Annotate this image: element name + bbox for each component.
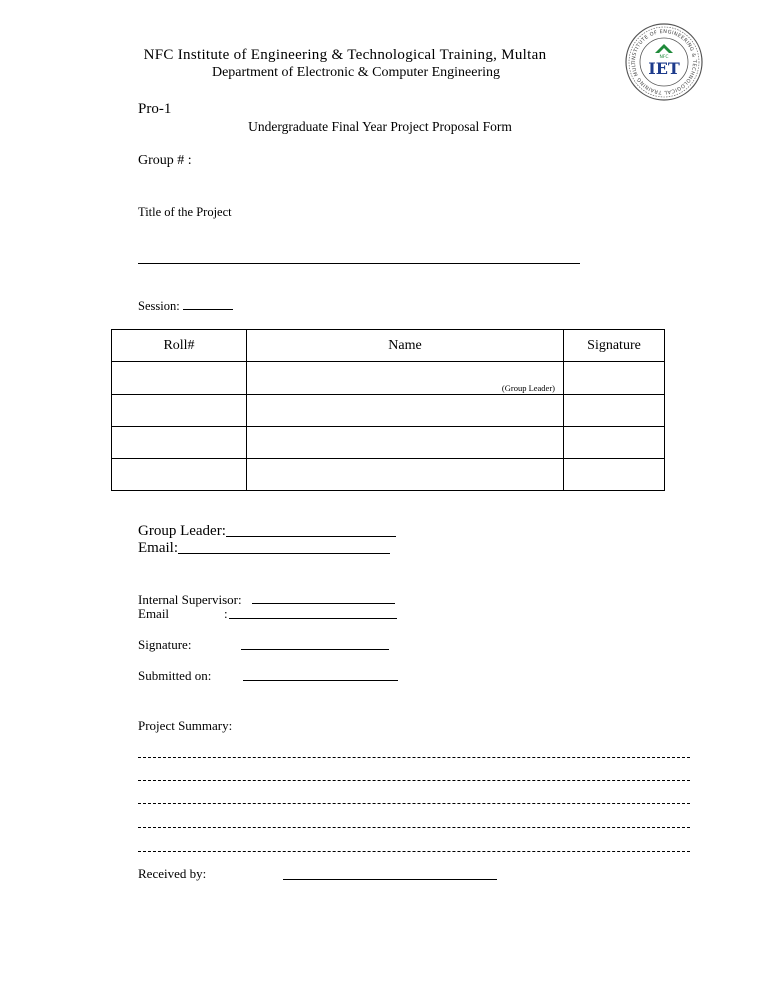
roll-cell[interactable] xyxy=(112,459,247,491)
summary-line[interactable] xyxy=(138,780,690,781)
supervisor-email-label: Email xyxy=(138,606,170,621)
department-name: Department of Electronic & Computer Engineering xyxy=(211,65,501,80)
signature-cell[interactable] xyxy=(564,362,665,395)
signature-label: Signature: xyxy=(138,637,192,652)
summary-line[interactable] xyxy=(138,803,690,804)
received-by-field[interactable] xyxy=(283,879,497,880)
table-row xyxy=(112,459,665,491)
email-label: Email: xyxy=(138,540,178,556)
group-leader-field[interactable] xyxy=(226,536,396,537)
svg-text:NFC: NFC xyxy=(659,55,669,60)
internal-supervisor-field[interactable] xyxy=(252,603,395,604)
header-signature: Signature xyxy=(564,330,665,362)
group-leader-note: (Group Leader) xyxy=(501,383,555,393)
header-roll: Roll# xyxy=(112,330,247,362)
name-cell[interactable] xyxy=(247,459,564,491)
institute-name: NFC Institute of Engineering & Technological Training, Multan xyxy=(143,47,547,63)
session-label: Session: xyxy=(138,299,180,313)
table-row xyxy=(112,362,665,395)
project-title-label: Title of the Project xyxy=(138,205,232,219)
roll-cell[interactable] xyxy=(112,362,247,395)
iet-seal-icon xyxy=(624,22,704,102)
submitted-on-label: Submitted on: xyxy=(138,668,212,683)
group-number-label: Group # : xyxy=(138,153,192,168)
summary-line[interactable] xyxy=(138,827,690,828)
signature-field[interactable] xyxy=(241,649,389,650)
name-cell[interactable] xyxy=(247,395,564,427)
summary-line[interactable] xyxy=(138,851,690,852)
submitted-on-field[interactable] xyxy=(243,680,398,681)
received-by-label: Received by: xyxy=(138,866,207,881)
summary-line[interactable] xyxy=(138,757,690,758)
roll-cell[interactable] xyxy=(112,395,247,427)
header-name: Name xyxy=(247,330,564,362)
roll-cell[interactable] xyxy=(112,427,247,459)
group-leader-label: Group Leader: xyxy=(138,523,226,539)
table-row xyxy=(112,427,665,459)
svg-text:INSTITUTE OF ENGINEERING & TEC: INSTITUTE OF ENGINEERING & TECHNOLOGICAL TRAINING MULT xyxy=(630,28,698,96)
name-cell[interactable] xyxy=(247,427,564,459)
form-code: Pro-1 xyxy=(138,101,172,117)
session-row xyxy=(138,298,233,314)
signature-cell[interactable] xyxy=(564,427,665,459)
iet-logo xyxy=(624,22,704,102)
signature-cell[interactable] xyxy=(564,395,665,427)
table-row xyxy=(112,395,665,427)
supervisor-email-colon: : xyxy=(224,606,228,621)
signature-cell[interactable] xyxy=(564,459,665,491)
project-summary-label: Project Summary: xyxy=(138,718,233,733)
svg-text:IET: IET xyxy=(648,59,680,78)
name-cell[interactable] xyxy=(247,362,564,395)
form-title: Undergraduate Final Year Project Proposal Form xyxy=(248,119,512,134)
members-table xyxy=(111,329,665,491)
project-title-field[interactable] xyxy=(138,263,580,264)
session-field[interactable] xyxy=(183,298,233,310)
table-header-row xyxy=(112,330,665,362)
email-field[interactable] xyxy=(178,553,390,554)
supervisor-email-field[interactable] xyxy=(229,618,397,619)
internal-supervisor-label: Internal Supervisor: xyxy=(138,592,242,607)
